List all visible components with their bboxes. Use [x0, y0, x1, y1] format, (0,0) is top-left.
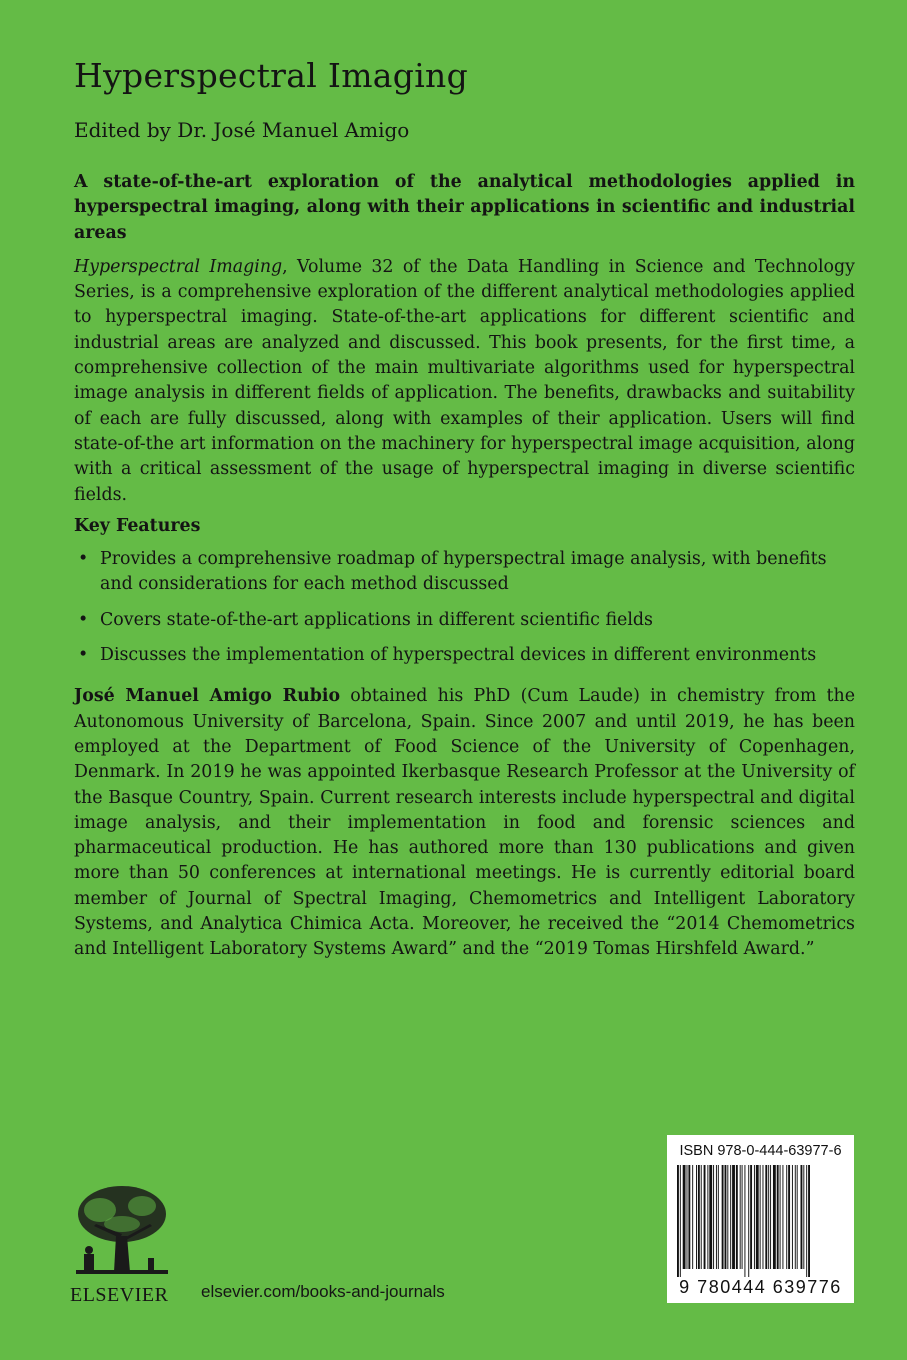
key-features-heading: Key Features — [74, 515, 201, 536]
barcode-number: 9 780444 639776 — [679, 1277, 842, 1297]
author-bio — [74, 684, 855, 962]
list-item — [74, 608, 855, 633]
list-item — [74, 643, 855, 668]
isbn-label: ISBN 978-0-444-63977-6 — [679, 1143, 842, 1159]
publisher-name: ELSEVIER — [70, 1284, 169, 1306]
bullet-icon: • — [78, 645, 89, 666]
barcode-icon — [677, 1165, 844, 1277]
list-item — [74, 547, 855, 598]
back-cover-content — [74, 170, 855, 963]
bullet-icon: • — [78, 549, 89, 570]
feature-text: Provides a comprehensive roadmap of hyperspectral image analysis, with benefits and considerations for each method discussed — [100, 549, 827, 595]
key-features-list — [74, 547, 855, 668]
elsevier-tree-logo-icon — [70, 1180, 174, 1280]
author-name: José Manuel Amigo Rubio — [74, 686, 341, 707]
editor-prefix: Edited by — [74, 118, 171, 142]
editor-line — [74, 118, 409, 142]
book-title: Hyperspectral Imaging — [74, 56, 469, 95]
publisher-url[interactable]: elsevier.com/books-and-journals — [201, 1282, 445, 1301]
description-italic-title: Hyperspectral Imaging — [74, 256, 283, 277]
feature-text: Covers state-of-the-art applications in different scientific fields — [100, 609, 653, 630]
feature-text: Discusses the implementation of hyperspectral devices in different environments — [100, 645, 817, 666]
lead-summary: A state-of-the-art exploration of the analytical methodologies applied in hyperspectral imaging, along with their applications in scientific and industrial areas — [74, 172, 855, 243]
editor-name: Dr. José Manuel Amigo — [177, 118, 410, 142]
description-text: , Volume 32 of the Data Handling in Science and Technology Series, is a comprehensive exploration of the different analytical methodologies applied to hyperspectral imaging. State-of-the-art applications for different scientific and industrial areas are analyzed and discussed. This book presents, for the first time, a comprehensive collection of the main multivariate algorithms used for hyperspectral image analysis in different fields of application. The benefits, drawbacks and suitability of each are fully discussed, along with examples of their application. Users will find state-of-the art information on the machinery for hyperspectral image acquisition, along with a critical assessment of the usage of hyperspectral imaging in diverse scientific fields. — [74, 256, 855, 505]
bullet-icon: • — [78, 609, 89, 630]
barcode-panel — [667, 1135, 854, 1303]
bio-text: obtained his PhD (Cum Laude) in chemistry from the Autonomous University of Barcelona, Spain. Since 2007 and until 2019, he has been employed at the Department of Food Science of the University of Copenhagen, Denmark. In 2019 he was appointed Ikerbasque Research Professor at the University of the Basque Country, Spain. Current research interests include hyperspectral and digital image analysis, and their implementation in food and forensic sciences and pharmaceutical production. He has authored more than 130 publications and given more than 50 conferences at international meetings. He is currently editorial board member of Journal of Spectral Imaging, Chemometrics and Intelligent Laboratory Systems, and Analytica Chimica Acta. Moreover, he received the “2014 Chemometrics and Intelligent Laboratory Systems Award” and the “2019 Tomas Hirshfeld Award.” — [74, 686, 855, 960]
description — [74, 255, 855, 508]
